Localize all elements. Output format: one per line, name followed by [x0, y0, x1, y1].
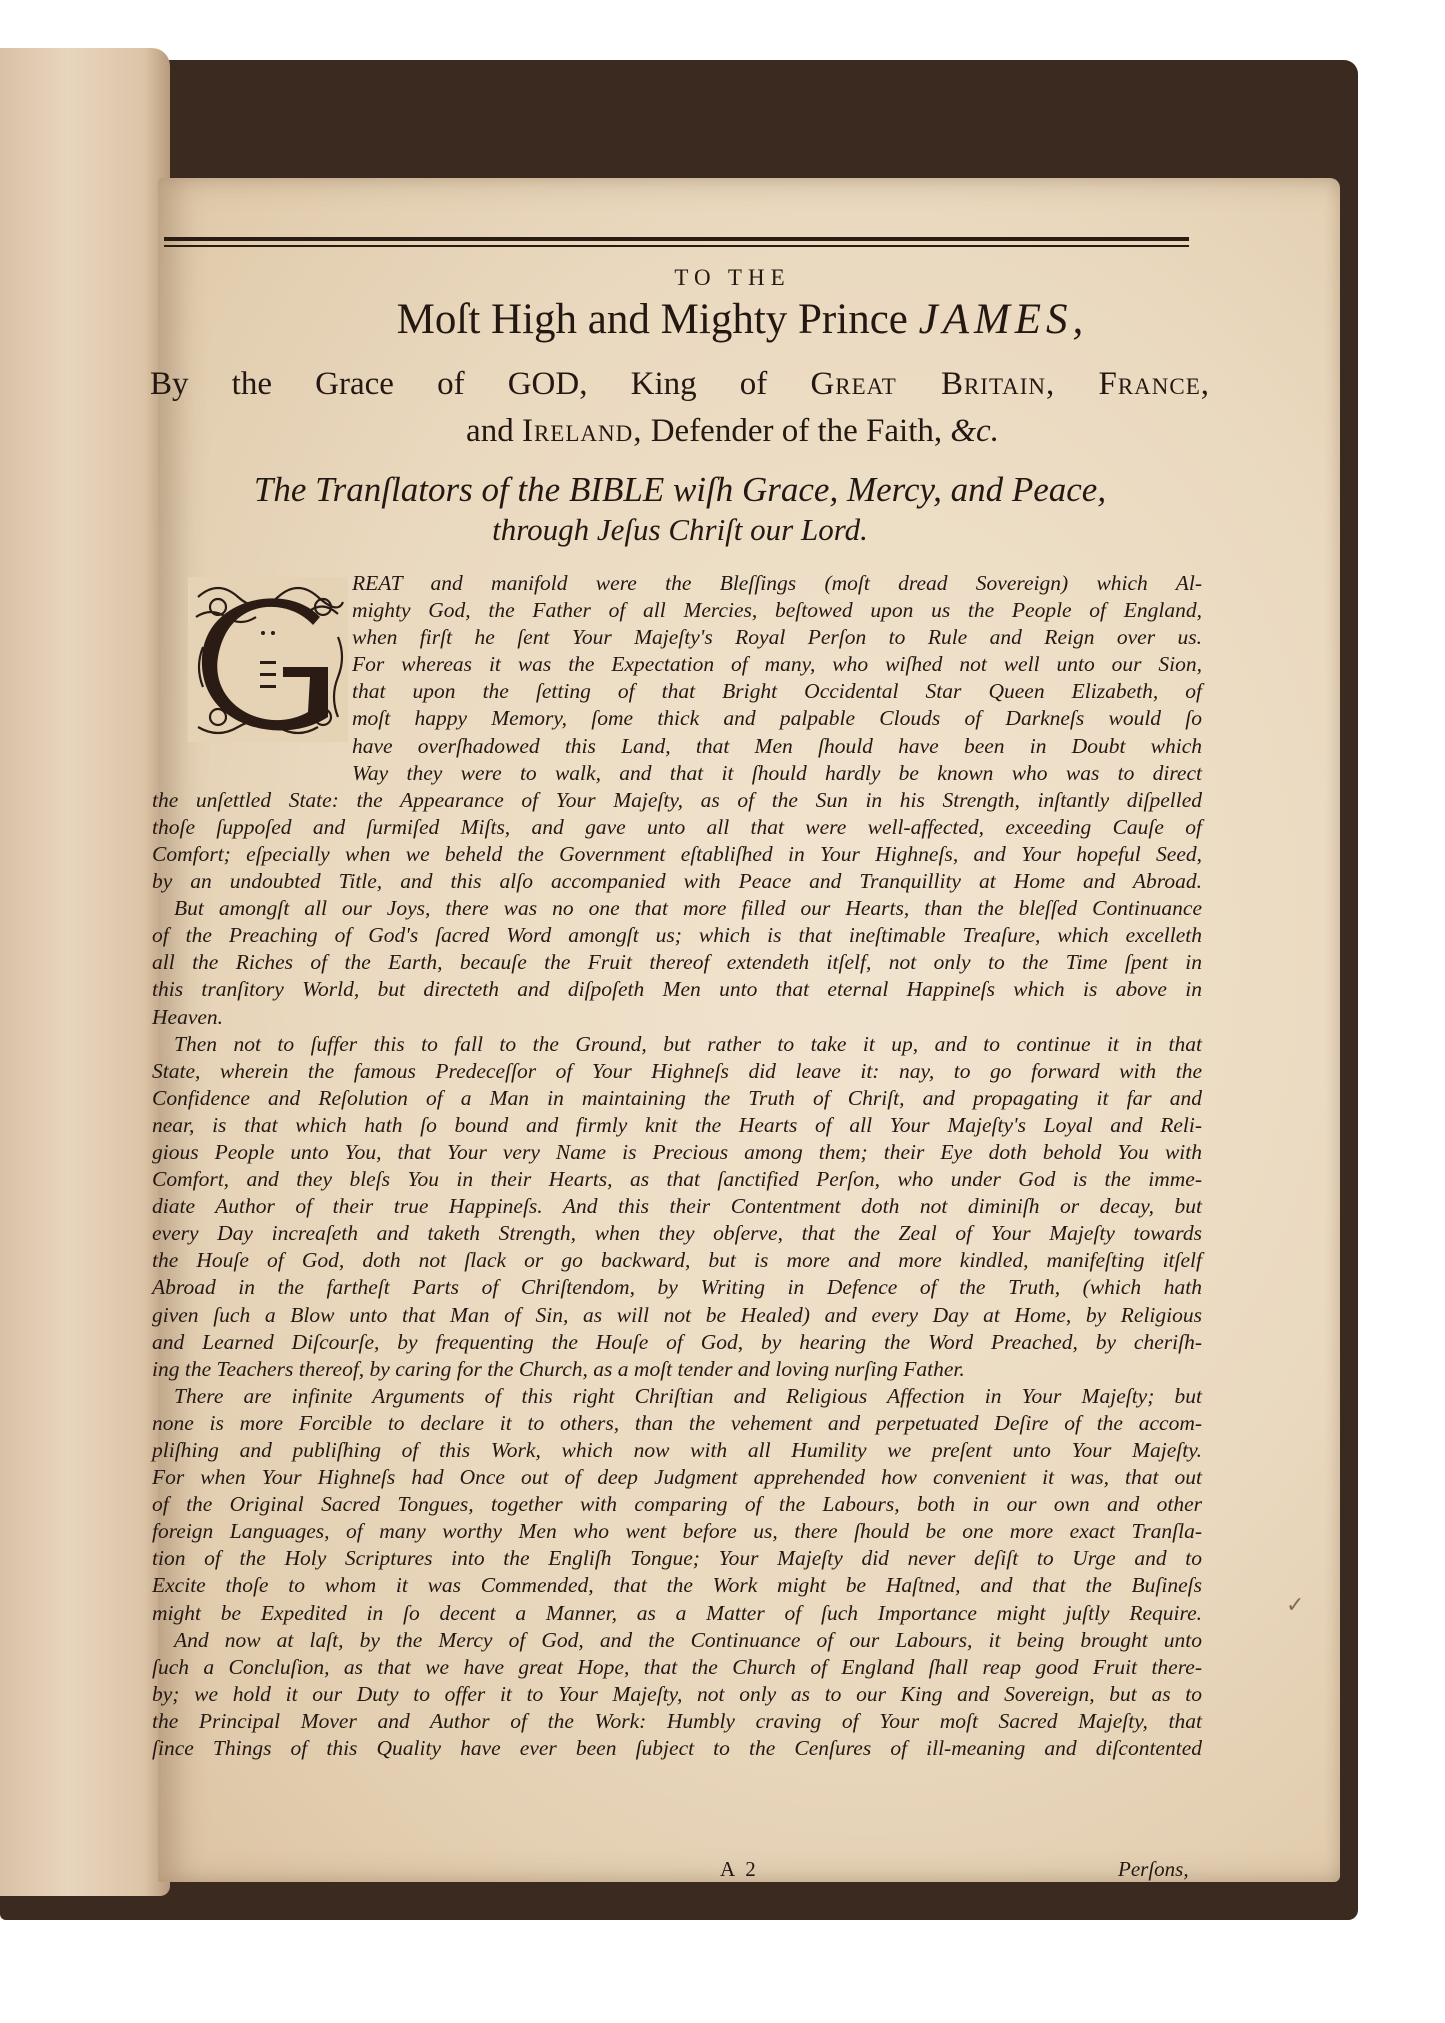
heading-great-britain: Great Britain, [810, 366, 1056, 402]
heading-ireland: Ireland, [521, 413, 643, 449]
body-line: of the Original Sacred Tongues, together with comparing of the Labours, both in our own and other [152, 1492, 1202, 1517]
heading-translators: The Tranſlators of the BIBLE wiſh Grace, Mercy, and Peace, [253, 470, 1107, 509]
body-line: might be Expedited in ſo decent a Manner, as a Matter of ſuch Importance might juſtly Require. [152, 1600, 1202, 1625]
body-line: the Principal Mover and Author of the Work: Humbly craving of Your moſt Sacred Majeſty, that [152, 1708, 1202, 1733]
body-line: moſt happy Memory, ſome thick and palpable Clouds of Darkneſs would ſo [352, 706, 1202, 731]
body-line: ing the Teachers thereof, by caring for the Church, as a moſt tender and loving nurſing Father. [152, 1356, 965, 1381]
body-line: when firſt he ſent Your Majeſty's Royal Perſon to Rule and Reign over us. [352, 625, 1202, 650]
body-line: this tranſitory World, but directeth and diſpoſeth Men unto that eternal Happineſs which is above in [152, 977, 1202, 1002]
body-line: and Learned Diſcourſe, by frequenting the Houſe of God, by hearing the Word Preached, by cheriſh- [152, 1329, 1202, 1354]
heading-prince [0, 295, 1445, 344]
body-line: all the Riches of the Earth, becauſe the Fruit thereof extendeth itſelf, not only to the Time ſpent in [152, 950, 1202, 975]
heading-etc: &c. [950, 413, 999, 449]
heading-grace-line [150, 366, 1210, 403]
body-line: foreign Languages, of many worthy Men who went before us, there ſhould be one more exact Tranſla- [152, 1519, 1202, 1544]
body-line: of the Preaching of God's ſacred Word amongſt us; which is that ineſtimable Treaſure, which excelleth [152, 923, 1202, 948]
body-line: diate Author of their true Happineſs. And this their Contentment doth not diminiſh or decay, but [152, 1194, 1202, 1219]
body-line: tion of the Holy Scriptures into the Engliſh Tongue; Your Majeſty did never deſiſt to Urge and to [152, 1546, 1202, 1571]
body-line: ſince Things of this Quality have ever been ſubject to the Cenſures of ill-meaning and diſcontented [152, 1736, 1202, 1761]
body-line: Then not to ſuffer this to fall to the Ground, but rather to take it up, and to continue it in that [174, 1031, 1202, 1056]
heading-defender: Defender of the Faith, [650, 413, 943, 449]
header-rule-thick [164, 237, 1189, 241]
body-line: And now at laſt, by the Mercy of God, and the Continuance of our Labours, it being brought unto [174, 1627, 1202, 1652]
body-line: pliſhing and publiſhing of this Work, which now with all Humility we preſent unto Your Majeſty. [152, 1438, 1202, 1462]
body-line: mighty God, the Father of all Mercies, beſtowed upon us the People of England, [352, 598, 1202, 623]
body-line: For when Your Highneſs had Once out of deep Judgment apprehended how convenient it was, that out [152, 1465, 1202, 1490]
heading-france: France, [1098, 366, 1211, 402]
body-line: given ſuch a Blow unto that Man of Sin, as will not be Healed) and every Day at Home, by Religious [152, 1302, 1202, 1327]
body-line: But amongſt all our Joys, there was no one that more filled our Hearts, than the bleſſed Continuance [174, 896, 1202, 921]
page-mark: ✓ [1286, 1592, 1305, 1617]
body-line: Excite thoſe to whom it was Commended, that the Work might be Haſtned, and that the Buſineſs [152, 1573, 1202, 1598]
body-line: State, wherein the famous Predeceſſor of Your Highneſs did leave it: nay, to go forward with the [152, 1058, 1202, 1083]
body-line: Heaven. [152, 1004, 224, 1029]
header-rule-thin [164, 245, 1189, 247]
body-line: Confidence and Reſolution of a Man in maintaining the Truth of Chriſt, and propagating it far and [152, 1085, 1202, 1110]
heading-ireland-line [0, 413, 1445, 450]
heading-and: and [466, 413, 514, 449]
body-line: near, is that which hath ſo bound and firmly knit the Hearts of all Your Majeſty's Loyal and Reli- [152, 1112, 1202, 1137]
body-line: Comfort, and they bleſs You in their Hearts, as that ſanctified Perſon, who under God is the imme- [152, 1167, 1202, 1192]
body-line: the Houſe of God, doth not ſlack or go backward, but is more and more kindled, manifeſting itſelf [152, 1248, 1202, 1273]
heading-prince-prefix: Moſt High and Mighty Prince [396, 296, 908, 343]
body-line: Way they were to walk, and that it ſhould hardly be known who was to direct [352, 760, 1202, 785]
heading-grace-text: By the Grace of GOD, King of [150, 366, 768, 402]
body-line: gious People unto You, that Your very Name is Precious among them; their Eye doth behold You with [152, 1139, 1202, 1164]
body-line: that upon the ſetting of that Bright Occidental Star Queen Elizabeth, of [352, 679, 1202, 704]
body-line: There are infinite Arguments of this right Chriſtian and Religious Affection in Your Majeſty; but [174, 1383, 1202, 1408]
signature-mark: A 2 [720, 1857, 759, 1881]
body-line: none is more Forcible to declare it to others, than the vehement and perpetuated Deſire of the accom- [152, 1410, 1202, 1435]
body-line: ſuch a Concluſion, as that we have great Hope, that the Church of England ſhall reap good Fruit there- [152, 1654, 1202, 1679]
body-line: REAT and manifold were the Bleſſings (moſt dread Sovereign) which Al- [352, 571, 1202, 595]
body-line: For whereas it was the Expectation of many, who wiſhed not well unto our Sion, [352, 652, 1202, 677]
heading-through: through Jeſus Chriſt our Lord. [492, 512, 868, 547]
body-line: Abroad in the fartheſt Parts of Chriſtendom, by Writing in Defence of the Truth, (which hath [152, 1275, 1202, 1300]
body-line: the unſettled State: the Appearance of Your Majeſty, as of the Sun in his Strength, inſtantly diſpelled [152, 787, 1202, 812]
dedication-body-text [152, 570, 1202, 1762]
body-line: have overſhadowed this Land, that Men ſhould have been in Doubt which [352, 733, 1202, 758]
heading-to-the: TO THE [674, 265, 791, 290]
body-line: by; we hold it our Duty to offer it to Your Majeſty, not only as to our King and Sovereign, but as to [152, 1681, 1202, 1706]
heading-prince-name: JAMES, [918, 296, 1089, 343]
body-line: Comfort; eſpecially when we beheld the Government eſtabliſhed in Your Highneſs, and Your hopeful Seed, [152, 841, 1202, 866]
body-line: thoſe ſuppoſed and ſurmiſed Miſts, and gave unto all that were well-affected, exceeding Cauſe of [152, 814, 1202, 839]
body-line: every Day increaſeth and taketh Strength, when they obſerve, that the Zeal of Your Majeſty towards [152, 1221, 1202, 1246]
body-line: by an undoubted Title, and this alſo accompanied with Peace and Tranquillity at Home and Abroad. [152, 869, 1202, 894]
catchword: Perſons, [1118, 1857, 1189, 1881]
